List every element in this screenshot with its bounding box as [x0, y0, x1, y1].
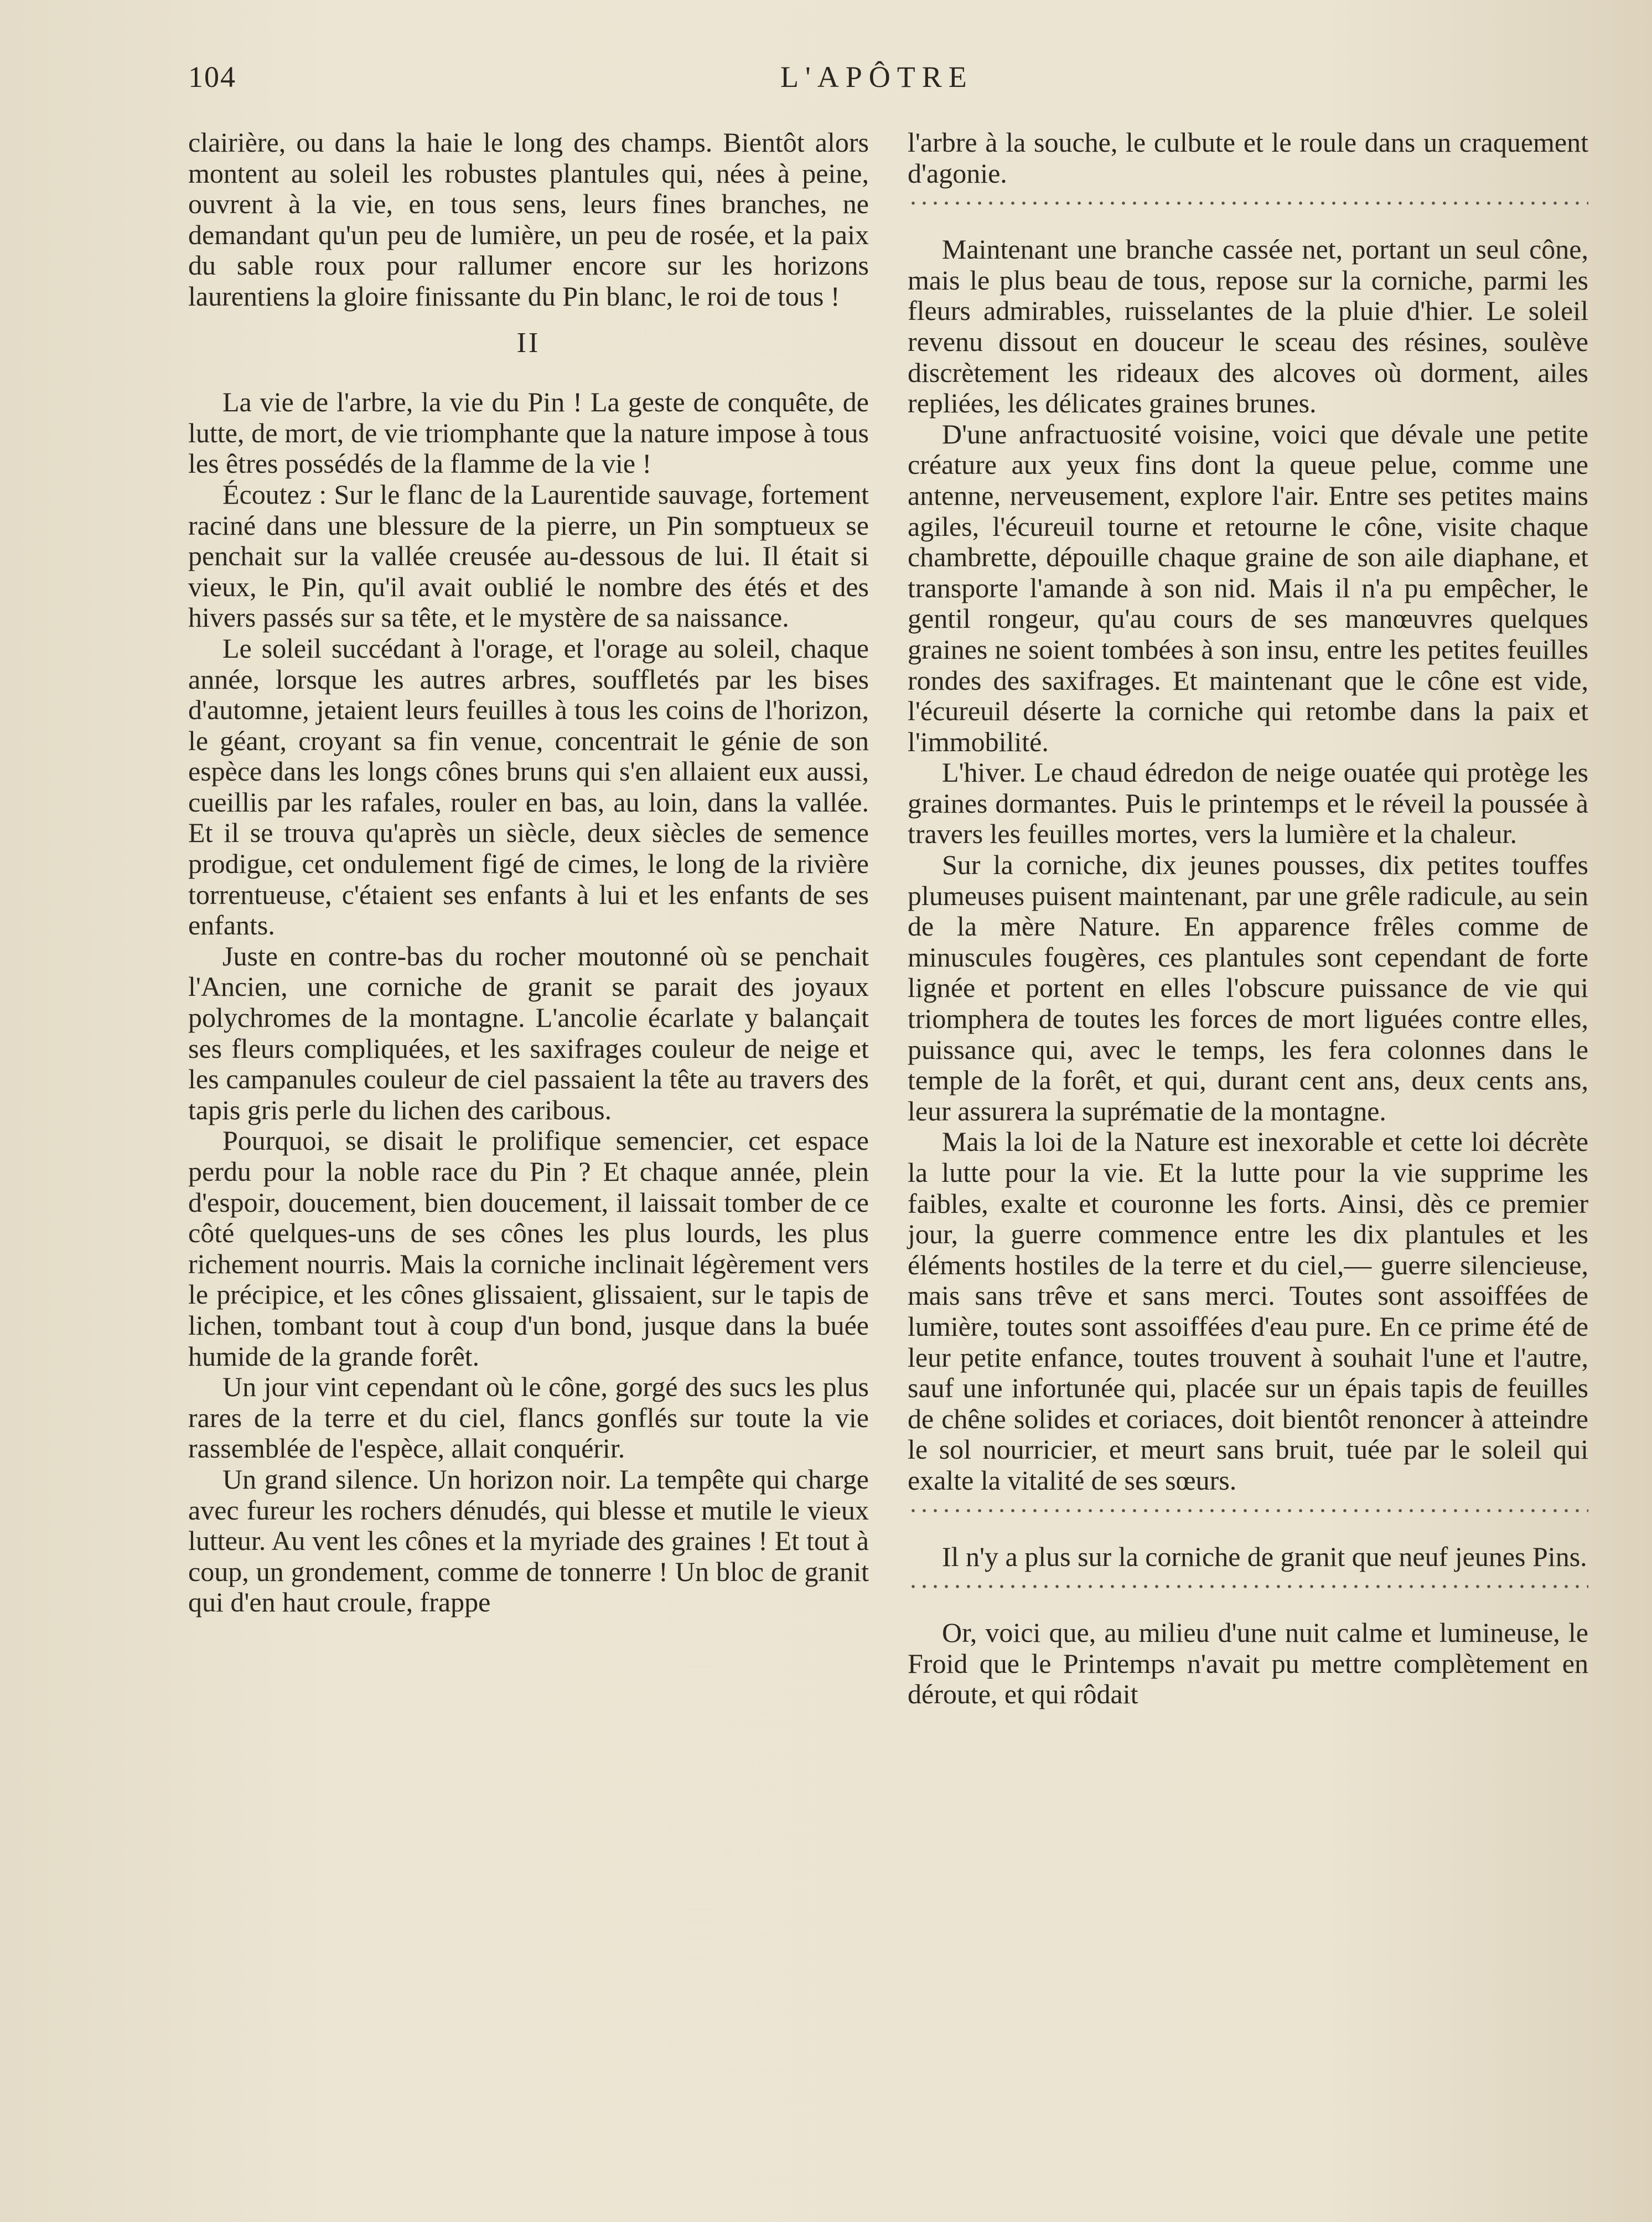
left-column: [188, 127, 869, 1618]
paragraph: Or, voici que, au milieu d'une nuit calme et lumineuse, le Froid que le Printemps n'avait pu mettre complètement en déroute, et qui rôdait: [908, 1617, 1588, 1710]
page-number: 104: [188, 60, 236, 94]
paragraph: Écoutez : Sur le flanc de la Laurentide sauvage, fortement raciné dans une blessure de la pierre, un Pin somptueux se penchait sur la vallée creusée au-dessous de lui. Il était si vieux, le Pin, qu'il avait oublié le nombre des étés et des hivers passés sur sa tête, et le mystère de sa naissance.: [188, 478, 869, 633]
paragraph: L'hiver. Le chaud édredon de neige ouatée qui protège les graines dormantes. Puis le printemps et le réveil la poussée à travers les feuilles mortes, vers la lumière et la chaleur.: [908, 757, 1588, 850]
paragraph: D'une anfractuosité voisine, voici que dévale une petite créature aux yeux fins dont la queue pelue, comme une antenne, nerveusement, explore l'air. Entre ses petites mains agiles, l'écureuil tourne et retourne le cône, visite chaque chambrette, dépouille chaque graine de son aile diaphane, et transporte l'amande à son nid. Mais il n'a pu empêcher, le gentil rongeur, qu'au cours de ses manœuvres quelques graines ne soient tombées à son insu, entre les petites feuilles rondes des saxifrages. Et maintenant que le cône est vide, l'écureuil déserte la corniche qui retombe dans la paix et l'immobilité.: [908, 418, 1588, 757]
dotted-separator: [908, 1579, 1588, 1595]
paragraph: Mais la loi de la Nature est inexorable et cette loi décrète la lutte pour la vie. Et la lutte pour la vie supprime les faibles, exalte et couronne les forts. Ainsi, dès ce premier jour, la guerre commence entre les dix plantules et les éléments hostiles de la terre et du ciel,— guerre silencieuse, mais sans trêve et sans merci. Toutes sont assoiffées de lumière, toutes sont assoiffées d'eau pure. En ce prime été de leur petite enfance, toutes trouvent à souhait l'une et l'autre, sauf une infortunée qui, placée sur un épais tapis de feuilles de chêne solides et coriaces, doit bientôt renoncer à atteindre le sol nourricier, et meurt sans bruit, tuée par le soleil qui exalte la vitalité de ses sœurs.: [908, 1126, 1588, 1496]
running-title: L'APÔTRE: [780, 60, 973, 94]
paragraph: clairière, ou dans la haie le long des champs. Bientôt alors montent au soleil les robustes plantules qui, nées à peine, ouvrent à la vie, en tous sens, leurs fines branches, ne demandant qu'un peu de lumière, un peu de rosée, et la paix du sable roux pour rallumer encore sur les horizons laurentiens la gloire finissante du Pin blanc, le roi de tous !: [188, 127, 869, 312]
paragraph: Il n'y a plus sur la corniche de granit que neuf jeunes Pins.: [942, 1541, 1587, 1572]
paragraph: Un jour vint cependant où le cône, gorgé des sucs les plus rares de la terre et du ciel, flancs gonflés sur toute la vie rassemblée de l'espèce, allait conquérir.: [188, 1371, 869, 1464]
page-header: [188, 60, 1598, 99]
paragraph: La vie de l'arbre, la vie du Pin ! La geste de conquête, de lutte, de mort, de vie triomphante que la nature impose à tous les êtres possédés de la flamme de la vie !: [188, 386, 869, 479]
right-column: [908, 127, 1588, 1710]
dotted-separator: [908, 195, 1588, 212]
paragraph: Un grand silence. Un horizon noir. La tempête qui charge avec fureur les rochers dénudés, qui blesse et mutile le vieux lutteur. Au vent les cônes et la myriade des graines ! Et tout à coup, un grondement, comme de tonnerre ! Un bloc de granit qui d'en haut croule, frappe: [188, 1463, 869, 1618]
paragraph: Le soleil succédant à l'orage, et l'orage au soleil, chaque année, lorsque les autres arbres, souffletés par les bises d'automne, jetaient leurs feuilles à tous les coins de l'horizon, le géant, croyant sa fin venue, concentrait le génie de son espèce dans les longs cônes bruns qui s'en allaient eux aussi, cueillis par les rafales, rouler en bas, au loin, dans la vallée. Et il se trouva qu'après un siècle, deux siècles de semence prodigue, cet ondulement figé de cimes, le long de la rivière torrentueuse, c'étaient ses enfants à lui et les enfants de ses enfants.: [188, 632, 869, 941]
paragraph: Juste en contre-bas du rocher moutonné où se penchait l'Ancien, une corniche de granit se parait des joyaux polychromes de la montagne. L'ancolie écarlate y balançait ses fleurs compliquées, et les saxifrages couleur de neige et les campanules couleur de ciel passaient la tête au travers des tapis gris perle du lichen des caribous.: [188, 940, 869, 1125]
dotted-separator: [908, 1503, 1588, 1520]
paragraph: l'arbre à la souche, le culbute et le roule dans un craquement d'agonie.: [908, 127, 1588, 189]
paragraph: Pourquoi, se disait le prolifique semencier, cet espace perdu pour la noble race du Pin ? Et chaque année, plein d'espoir, doucement, bien doucement, il laissait tomber de ce côté quelques-uns de ses cônes les plus lourds, les plus richement nourris. Mais la corniche inclinait légèrement vers le précipice, et les cônes glissaient, glissaient, sur le tapis de lichen, tombant tout à coup d'un bond, jusque dans la buée humide de la grande forêt.: [188, 1125, 869, 1372]
paragraph: Sur la corniche, dix jeunes pousses, dix petites touffes plumeuses puisent maintenant, par une grêle radicule, au sein de la mère Nature. En apparence frêles comme de minuscules fougères, ces plantules sont cependant de forte lignée et portent en elles l'obscure puissance de vie qui triomphera de toutes les forces de mort liguées contre elles, puissance qui, avec le temps, les fera colonnes dans le temple de la forêt, et qui, durant cent ans, deux cents ans, leur assurera la suprématie de la montagne.: [908, 849, 1588, 1126]
section-heading: II: [516, 327, 541, 359]
paragraph: Maintenant une branche cassée net, portant un seul cône, mais le plus beau de tous, repose sur la corniche, parmi les fleurs admirables, ruisselantes de la pluie d'hier. Le soleil revenu dissout en douceur le sceau des résines, soulève discrètement les rideaux des alcoves où dorment, ailes repliées, les délicates graines brunes.: [908, 234, 1588, 419]
